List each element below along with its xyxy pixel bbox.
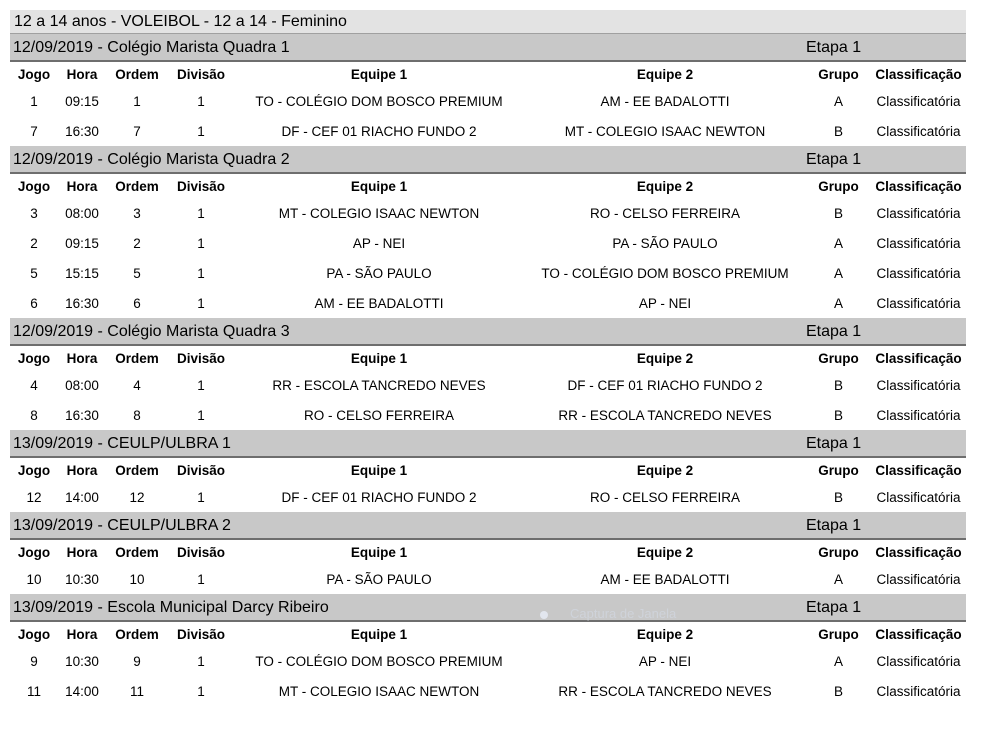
table-row [10,646,966,676]
games-table [10,174,966,318]
table-row [10,228,966,258]
col-ordem-header: Ordem [115,350,159,366]
col-divisao-cell: 1 [197,205,205,221]
section-title: 13/09/2019 - CEULP/ULBRA 2 [13,517,231,534]
col-divisao-cell: 1 [197,235,205,251]
col-hora-cell: 16:30 [65,123,99,139]
col-equipe1-header: Equipe 1 [350,350,408,366]
col-grupo-header: Grupo [818,178,859,194]
col-jogo-cell: 6 [30,295,38,311]
col-equipe1-cell: PA - SÃO PAULO [326,265,432,281]
col-grupo-header: Grupo [818,462,859,478]
col-jogo-header: Jogo [17,178,51,194]
col-classificacao-cell: Classificatória [876,571,961,587]
section-stage: Etapa 1 [806,599,862,616]
col-grupo-header: Grupo [818,350,859,366]
col-classificacao-cell: Classificatória [876,93,961,109]
col-classificacao-header: Classificação [875,350,962,366]
table-row [10,288,966,318]
col-divisao-header: Divisão [176,626,226,642]
col-grupo-cell: B [833,407,843,423]
col-hora-header: Hora [66,66,98,82]
col-grupo-header: Grupo [818,66,859,82]
table-header-row [10,622,966,646]
col-jogo-cell: 7 [30,123,38,139]
col-hora-cell: 09:15 [65,93,99,109]
section-title: 12/09/2019 - Colégio Marista Quadra 2 [13,151,290,168]
col-classificacao-cell: Classificatória [876,377,961,393]
col-ordem-cell: 8 [133,407,141,423]
col-jogo-cell: 11 [26,683,41,699]
col-equipe1-header: Equipe 1 [350,544,408,560]
col-equipe2-cell: PA - SÃO PAULO [612,235,718,251]
col-grupo-cell: B [833,489,843,505]
col-equipe2-header: Equipe 2 [636,544,694,560]
col-equipe2-cell: RO - CELSO FERREIRA [589,489,741,505]
section-header [10,146,966,174]
col-equipe1-cell: RR - ESCOLA TANCREDO NEVES [272,377,486,393]
col-hora-cell: 10:30 [65,571,99,587]
col-divisao-cell: 1 [197,571,205,587]
section-title: 13/09/2019 - CEULP/ULBRA 1 [13,435,231,452]
col-hora-cell: 08:00 [65,205,99,221]
col-equipe2-cell: RO - CELSO FERREIRA [589,205,741,221]
col-divisao-cell: 1 [197,265,205,281]
col-jogo-header: Jogo [17,544,51,560]
games-table [10,540,966,594]
col-equipe1-header: Equipe 1 [350,178,408,194]
col-hora-header: Hora [66,544,98,560]
col-equipe1-cell: MT - COLEGIO ISAAC NEWTON [278,683,480,699]
col-ordem-header: Ordem [115,462,159,478]
col-divisao-cell: 1 [197,653,205,669]
col-equipe1-cell: TO - COLÉGIO DOM BOSCO PREMIUM [255,653,503,669]
col-equipe2-header: Equipe 2 [636,66,694,82]
col-equipe2-cell: AP - NEI [638,653,692,669]
table-header-row [10,540,966,564]
table-header-row [10,346,966,370]
col-divisao-cell: 1 [197,295,205,311]
col-jogo-cell: 8 [30,407,38,423]
col-equipe2-cell: RR - ESCOLA TANCREDO NEVES [558,683,772,699]
col-grupo-cell: B [833,205,843,221]
col-ordem-header: Ordem [115,178,159,194]
col-equipe1-cell: DF - CEF 01 RIACHO FUNDO 2 [281,123,477,139]
table-row [10,86,966,116]
section-stage: Etapa 1 [806,39,862,56]
col-divisao-cell: 1 [197,93,205,109]
table-header-row [10,458,966,482]
col-hora-cell: 16:30 [65,295,99,311]
col-divisao-header: Divisão [176,350,226,366]
section-title: 12/09/2019 - Colégio Marista Quadra 1 [13,39,290,56]
col-classificacao-cell: Classificatória [876,235,961,251]
table-header-row [10,62,966,86]
col-ordem-cell: 4 [133,377,141,393]
table-row [10,198,966,228]
col-ordem-cell: 6 [133,295,141,311]
section-stage: Etapa 1 [806,323,862,340]
col-hora-cell: 14:00 [65,489,99,505]
col-classificacao-cell: Classificatória [876,123,961,139]
col-jogo-cell: 1 [30,93,38,109]
col-classificacao-header: Classificação [875,544,962,560]
col-equipe1-header: Equipe 1 [350,66,408,82]
col-equipe2-header: Equipe 2 [636,462,694,478]
col-jogo-header: Jogo [17,462,51,478]
section-header [10,34,966,62]
col-ordem-cell: 1 [133,93,141,109]
col-equipe1-cell: MT - COLEGIO ISAAC NEWTON [278,205,480,221]
section-header [10,318,966,346]
table-row [10,676,966,706]
col-grupo-cell: A [833,235,843,251]
col-hora-cell: 10:30 [65,653,99,669]
col-classificacao-header: Classificação [875,66,962,82]
col-grupo-cell: A [833,571,843,587]
col-classificacao-cell: Classificatória [876,489,961,505]
col-jogo-cell: 9 [30,653,38,669]
col-hora-cell: 08:00 [65,377,99,393]
col-equipe2-header: Equipe 2 [636,178,694,194]
col-ordem-cell: 9 [133,653,141,669]
table-row [10,482,966,512]
col-equipe1-cell: DF - CEF 01 RIACHO FUNDO 2 [281,489,477,505]
col-hora-header: Hora [66,350,98,366]
col-equipe2-cell: AM - EE BADALOTTI [600,571,730,587]
col-jogo-header: Jogo [17,66,51,82]
col-jogo-cell: 12 [26,489,42,505]
games-table [10,458,966,512]
col-ordem-header: Ordem [115,66,159,82]
col-equipe2-cell: DF - CEF 01 RIACHO FUNDO 2 [567,377,763,393]
col-ordem-cell: 5 [133,265,141,281]
table-row [10,564,966,594]
col-hora-header: Hora [66,626,98,642]
col-ordem-cell: 11 [129,683,144,699]
section-stage: Etapa 1 [806,517,862,534]
col-equipe2-cell: RR - ESCOLA TANCREDO NEVES [558,407,772,423]
section-title: 13/09/2019 - Escola Municipal Darcy Ribeiro [13,599,329,616]
col-classificacao-cell: Classificatória [876,407,961,423]
table-row [10,258,966,288]
section-header [10,512,966,540]
table-row [10,400,966,430]
col-grupo-cell: B [833,377,843,393]
watermark-text: Captura de Janela [570,606,677,621]
col-equipe1-header: Equipe 1 [350,462,408,478]
schedule-document [10,10,966,706]
col-jogo-cell: 10 [26,571,42,587]
col-grupo-cell: A [833,265,843,281]
col-grupo-header: Grupo [818,626,859,642]
col-divisao-header: Divisão [176,178,226,194]
col-classificacao-header: Classificação [875,178,962,194]
col-ordem-header: Ordem [115,626,159,642]
col-equipe1-cell: TO - COLÉGIO DOM BOSCO PREMIUM [255,93,503,109]
col-equipe2-cell: MT - COLEGIO ISAAC NEWTON [564,123,766,139]
col-ordem-cell: 10 [129,571,145,587]
col-grupo-cell: A [833,653,843,669]
section-title: 12/09/2019 - Colégio Marista Quadra 3 [13,323,290,340]
col-classificacao-cell: Classificatória [876,205,961,221]
col-ordem-header: Ordem [115,544,159,560]
col-classificacao-cell: Classificatória [876,265,961,281]
col-hora-header: Hora [66,178,98,194]
col-divisao-cell: 1 [197,123,205,139]
col-divisao-header: Divisão [176,462,226,478]
col-equipe2-cell: AM - EE BADALOTTI [600,93,730,109]
sections-container [10,34,966,706]
col-equipe2-header: Equipe 2 [636,350,694,366]
col-hora-cell: 09:15 [65,235,99,251]
section-stage: Etapa 1 [806,151,862,168]
col-equipe1-cell: AP - NEI [352,235,406,251]
col-hora-cell: 14:00 [65,683,99,699]
col-classificacao-cell: Classificatória [876,295,961,311]
col-hora-header: Hora [66,462,98,478]
col-ordem-cell: 7 [133,123,141,139]
col-jogo-cell: 3 [30,205,38,221]
col-divisao-cell: 1 [197,683,205,699]
col-divisao-cell: 1 [197,489,205,505]
games-table [10,62,966,146]
col-equipe2-cell: TO - COLÉGIO DOM BOSCO PREMIUM [541,265,789,281]
col-equipe2-cell: AP - NEI [638,295,692,311]
col-equipe1-cell: RO - CELSO FERREIRA [303,407,455,423]
col-grupo-header: Grupo [818,544,859,560]
section-stage: Etapa 1 [806,435,862,452]
col-classificacao-cell: Classificatória [876,683,961,699]
games-table [10,622,966,706]
col-jogo-header: Jogo [17,350,51,366]
col-jogo-cell: 5 [30,265,38,281]
section-header [10,594,966,622]
table-header-row [10,174,966,198]
col-divisao-cell: 1 [197,377,205,393]
col-equipe1-header: Equipe 1 [350,626,408,642]
col-ordem-cell: 2 [133,235,141,251]
col-equipe1-cell: AM - EE BADALOTTI [314,295,444,311]
col-classificacao-cell: Classificatória [876,653,961,669]
col-divisao-header: Divisão [176,66,226,82]
col-jogo-header: Jogo [17,626,51,642]
col-equipe2-header: Equipe 2 [636,626,694,642]
games-table [10,346,966,430]
table-row [10,370,966,400]
col-grupo-cell: A [833,93,843,109]
col-hora-cell: 16:30 [65,407,99,423]
page-title: 12 a 14 anos - VOLEIBOL - 12 a 14 - Feminino [10,10,966,34]
col-grupo-cell: A [833,295,843,311]
col-ordem-cell: 12 [129,489,145,505]
col-equipe1-cell: PA - SÃO PAULO [326,571,432,587]
col-jogo-cell: 4 [30,377,38,393]
col-grupo-cell: B [833,123,843,139]
col-hora-cell: 15:15 [65,265,99,281]
col-divisao-cell: 1 [197,407,205,423]
col-divisao-header: Divisão [176,544,226,560]
col-grupo-cell: B [833,683,843,699]
col-ordem-cell: 3 [133,205,141,221]
table-row [10,116,966,146]
col-classificacao-header: Classificação [875,626,962,642]
section-header [10,430,966,458]
col-classificacao-header: Classificação [875,462,962,478]
col-jogo-cell: 2 [30,235,38,251]
